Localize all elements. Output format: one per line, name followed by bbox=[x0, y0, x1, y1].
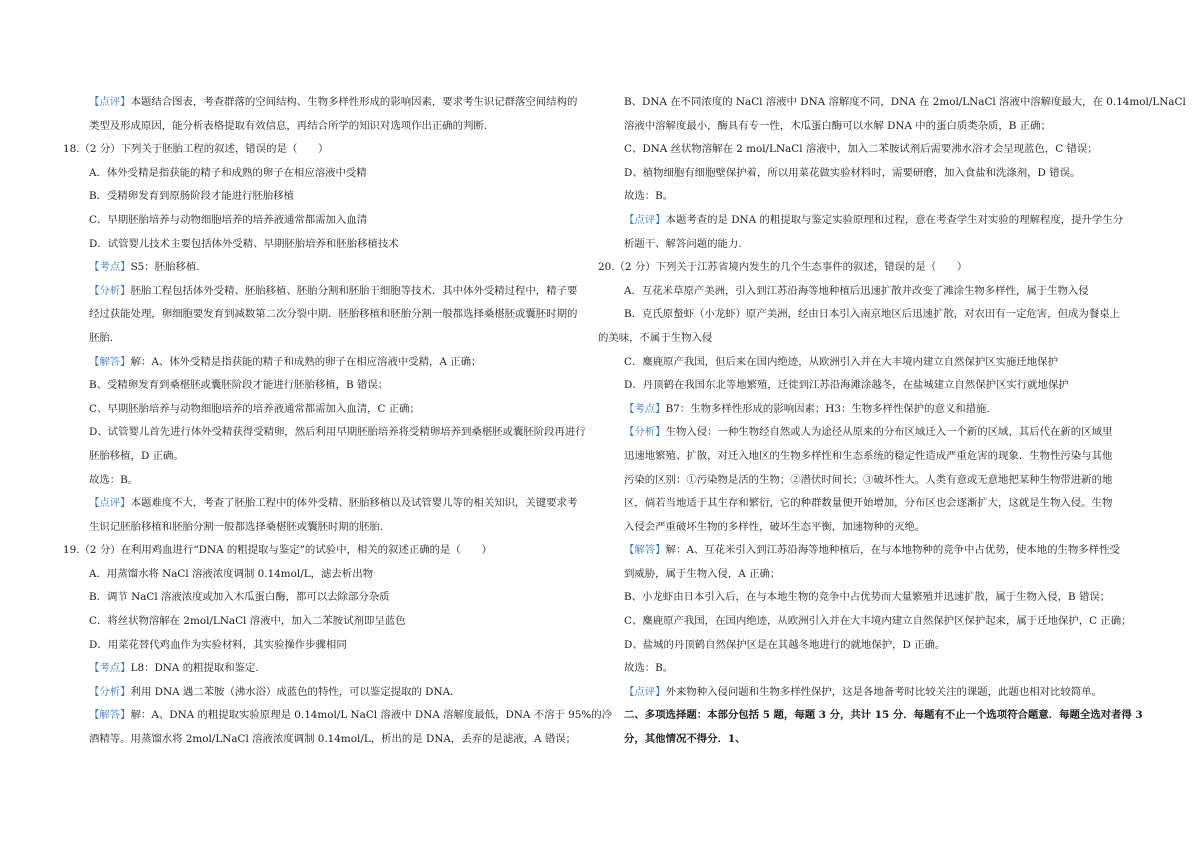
text-line bbox=[63, 138, 591, 162]
text-line bbox=[89, 445, 591, 469]
section-tag: 【考点】 bbox=[624, 402, 666, 415]
text-line bbox=[89, 728, 591, 752]
line-text: 经过获能处理，卵细胞要发育到减数第二次分裂中期．胚胎移植和胚胎分割一般都选择桑椹胚或囊胚时期的 bbox=[89, 308, 578, 321]
line-text: C、早期胚胎培养与动物细胞培养的培养液通常都需加入血清，C 正确； bbox=[89, 402, 420, 415]
line-text: 本题结合图表，考查群落的空间结构、生物多样性形成的影响因素，要求考生识记群落空间结构的 bbox=[130, 96, 578, 108]
text-line bbox=[63, 539, 591, 563]
text-line bbox=[89, 327, 591, 351]
line-text: 解：A、互花米引入到江苏沿海等地种植后，在与本地物种的竞争中占优势，使本地的生物多样性受 bbox=[665, 544, 1120, 557]
text-line bbox=[624, 610, 1132, 634]
line-text: 18.（2 分）下列关于胚胎工程的叙述，错误的是（ ） bbox=[63, 143, 329, 156]
text-line bbox=[89, 91, 591, 115]
text-line bbox=[624, 704, 1143, 728]
text-line bbox=[624, 280, 1129, 304]
right-column bbox=[598, 91, 1186, 752]
line-text: A．体外受精是指获能的精子和成熟的卵子在相应溶液中受精 bbox=[89, 166, 367, 179]
line-text: B、DNA 在不同浓度的 NaCl 溶液中 DNA 溶解度不同，DNA 在 2mol/LNaCl 溶液中溶解度最大，在 0.14mol/LNaCl bbox=[624, 96, 1186, 108]
section-tag: 【考点】 bbox=[89, 662, 131, 675]
text-line bbox=[624, 634, 1129, 658]
line-text: D、试管婴儿首先进行体外受精获得受精卵，然后利用早期胚胎培养将受精卵培养到桑椹胚或囊胚阶段再进行 bbox=[89, 426, 586, 439]
text-line bbox=[89, 162, 591, 186]
line-text: A．用蒸馏水将 NaCl 溶液浓度调制 0.14mol/L，滤去析出物 bbox=[89, 567, 373, 580]
text-line bbox=[624, 681, 1129, 705]
text-line bbox=[624, 398, 1129, 422]
line-text: 溶液中溶解度最小，酶具有专一性，木瓜蛋白酶可以水解 DNA 中的蛋白质类杂质，B 正确； bbox=[624, 119, 1051, 132]
line-text: 生物入侵：一种生物经自然或人为途径从原来的分布区域迁入一个新的区域，其后代在新的区域里 bbox=[665, 426, 1113, 439]
line-text: L8：DNA 的粗提取和鉴定. bbox=[130, 662, 259, 675]
text-line bbox=[624, 657, 1129, 681]
text-line bbox=[89, 681, 591, 705]
line-text: 入侵会严重破坏生物的多样性，破坏生态平衡，加速物种的灭绝。 bbox=[624, 520, 926, 533]
line-text: C、麋鹿原产我国，在国内绝迹，从欧洲引入并在大丰境内建立自然保护区保护起来，属于迁地保护，C 正确； bbox=[624, 615, 1132, 628]
text-line bbox=[624, 303, 1129, 327]
text-line bbox=[624, 209, 1129, 233]
line-text: 故选：B。 bbox=[624, 662, 674, 675]
line-text: A．互花米草原产美洲，引入到江苏沿海等地种植后迅速扩散并改变了滩涂生物多样性，属于生物入侵 bbox=[624, 284, 1089, 297]
text-line bbox=[624, 138, 1129, 162]
text-line bbox=[89, 421, 591, 445]
line-text: C、DNA 丝状物溶解在 2 mol/LNaCl 溶液中，加入二苯胺试剂后需要沸水浴才会呈现蓝色，C 错误； bbox=[624, 143, 1098, 156]
line-text: 故选：B。 bbox=[624, 190, 674, 203]
text-line bbox=[89, 704, 613, 728]
line-text: D、盐城的丹顶鹤自然保护区是在其越冬地进行的就地保护，D 正确。 bbox=[624, 638, 946, 651]
line-text: 分，其他情况不得分．1、 bbox=[624, 733, 746, 746]
section-tag: 【点评】 bbox=[89, 96, 131, 108]
text-line bbox=[89, 657, 591, 681]
text-line bbox=[89, 280, 591, 304]
line-text: 到威胁，属于生物入侵，A 正确； bbox=[624, 567, 781, 580]
line-text: 污染的区别：①污染物是活的生物；②潜伏时间长；③破坏性大。人类有意或无意地把某种生物带进新的地 bbox=[624, 473, 1113, 486]
text-line bbox=[89, 634, 591, 658]
section-tag: 【解答】 bbox=[624, 544, 666, 557]
line-text: 迅速地繁殖、扩散，对迁入地区的生物多样性和生态系统的稳定性造成严重危害的现象．生物性污染与其他 bbox=[624, 449, 1113, 462]
text-line bbox=[624, 162, 1129, 186]
text-line bbox=[624, 516, 1129, 540]
line-text: D．丹顶鹤在我国东北等地繁殖，迁徙到江苏沿海滩涂越冬，在盐城建立自然保护区实行就地保护 bbox=[624, 379, 1069, 392]
section-tag: 【解答】 bbox=[89, 355, 131, 368]
text-line bbox=[624, 115, 1129, 139]
text-line bbox=[624, 185, 1129, 209]
text-line bbox=[598, 256, 1129, 280]
section-tag: 【分析】 bbox=[624, 426, 666, 439]
line-text: 胚胎移植，D 正确。 bbox=[89, 449, 184, 462]
text-line bbox=[624, 445, 1129, 469]
text-line bbox=[89, 374, 591, 398]
line-text: 生识记胚胎移植和胚胎分割一般都选择桑椹胚或囊胚时期的胚胎. bbox=[89, 520, 384, 533]
text-line bbox=[624, 233, 1129, 257]
line-text: B、小龙虾由日本引入后，在与本地生物的竞争中占优势而大量繁殖并迅速扩散，属于生物入侵，B 错误； bbox=[624, 591, 1111, 604]
text-line bbox=[89, 398, 591, 422]
line-text: B．调节 NaCl 溶液浓度或加入木瓜蛋白酶，都可以去除部分杂质 bbox=[89, 591, 390, 604]
text-line bbox=[624, 421, 1129, 445]
line-text: B、受精卵发育到桑椹胚或囊胚阶段才能进行胚胎移植，B 错误； bbox=[89, 379, 389, 392]
text-line bbox=[624, 351, 1129, 375]
section-tag: 【考点】 bbox=[89, 261, 131, 274]
line-text: 外来物种入侵问题和生物多样性保护，这是各地备考时比较关注的课题，此题也相对比较简单。 bbox=[665, 685, 1102, 698]
line-text: 解：A、DNA 的粗提取实验原理是 0.14mol/L NaCl 溶液中 DNA 溶解度最低，DNA 不溶于 95%的冷 bbox=[130, 709, 613, 722]
text-line bbox=[89, 610, 591, 634]
text-line bbox=[624, 492, 1129, 516]
text-line bbox=[624, 91, 1186, 115]
line-text: 类型及形成原因，能分析表格提取有效信息，再结合所学的知识对选项作出正确的判断. bbox=[89, 119, 488, 132]
line-text: 二、多项选择题：本部分包括 5 题，每题 3 分，共计 15 分．每题有不止一个选项符合题意．每题全选对者得 3 bbox=[624, 709, 1143, 722]
section-tag: 【点评】 bbox=[89, 497, 131, 510]
line-text: 酒精等。用蒸馏水将 2mol/LNaCl 溶液浓度调制 0.14mol/L，析出的是 DNA，丢弃的是滤液，A 错误； bbox=[89, 733, 577, 746]
line-text: B．受精卵发育到原肠阶段才能进行胚胎移植 bbox=[89, 190, 295, 203]
text-line bbox=[624, 728, 1129, 752]
text-line bbox=[89, 303, 591, 327]
line-text: C．麋鹿原产我国，但后来在国内绝迹，从欧洲引入并在大丰境内建立自然保护区实施迁地保护 bbox=[624, 355, 1058, 368]
line-text: D、植物细胞有细胞壁保护着，所以用菜花做实验材料时，需要研磨，加入食盐和洗涤剂，D 错误。 bbox=[624, 166, 1081, 179]
line-text: S5：胚胎移植. bbox=[130, 261, 200, 274]
section-tag: 【分析】 bbox=[89, 685, 131, 698]
section-tag: 【解答】 bbox=[89, 709, 131, 722]
line-text: B7：生物多样性形成的影响因素；H3：生物多样性保护的意义和措施. bbox=[665, 402, 990, 415]
line-text: 区，倘若当地适于其生存和繁衍，它的种群数量便开始增加，分布区也会逐渐扩大，这就是生物入侵。生物 bbox=[624, 497, 1113, 510]
line-text: 20.（2 分）下列关于江苏省境内发生的几个生态事件的叙述，错误的是（ ） bbox=[598, 261, 968, 274]
line-text: 胚胎. bbox=[89, 331, 114, 344]
text-line bbox=[89, 469, 591, 493]
text-line bbox=[89, 185, 591, 209]
text-line bbox=[89, 233, 591, 257]
text-line bbox=[89, 516, 591, 540]
text-line bbox=[89, 115, 591, 139]
text-line bbox=[89, 256, 591, 280]
section-tag: 【点评】 bbox=[624, 213, 666, 226]
text-line bbox=[624, 469, 1129, 493]
text-line bbox=[624, 539, 1129, 563]
line-text: C．早期胚胎培养与动物细胞培养的培养液通常都需加入血清 bbox=[89, 213, 368, 226]
section-tag: 【分析】 bbox=[89, 284, 131, 297]
line-text: D．用菜花替代鸡血作为实验材料，其实验操作步骤相同 bbox=[89, 638, 347, 651]
line-text: 19.（2 分）在利用鸡血进行“DNA 的粗提取与鉴定”的试验中，相关的叙述正确的是（ ） bbox=[63, 544, 492, 557]
line-text: 的美味，不属于生物入侵 bbox=[598, 331, 713, 344]
line-text: 利用 DNA 遇二苯胺（沸水浴）成蓝色的特性，可以鉴定提取的 DNA． bbox=[130, 685, 461, 698]
text-line bbox=[89, 492, 591, 516]
left-column bbox=[63, 91, 613, 752]
text-line bbox=[89, 586, 591, 610]
text-line bbox=[624, 563, 1129, 587]
text-line bbox=[624, 374, 1129, 398]
text-line bbox=[598, 327, 1129, 351]
line-text: C．将丝状物溶解在 2mol/LNaCl 溶液中，加入二苯胺试剂即呈蓝色 bbox=[89, 615, 406, 628]
text-line bbox=[624, 586, 1129, 610]
text-line bbox=[89, 351, 591, 375]
line-text: 本题考查的是 DNA 的粗提取与鉴定实验原理和过程，意在考查学生对实验的理解程度，提升学生分 bbox=[665, 213, 1124, 226]
line-text: 解：A、体外受精是指获能的精子和成熟的卵子在相应溶液中受精，A 正确； bbox=[130, 355, 482, 368]
text-line bbox=[89, 563, 591, 587]
line-text: 故选：B。 bbox=[89, 473, 139, 486]
line-text: 析题干、解答问题的能力. bbox=[624, 237, 742, 250]
line-text: D．试管婴儿技术主要包括体外受精、早期胚胎培养和胚胎移植技术 bbox=[89, 237, 399, 250]
section-tag: 【点评】 bbox=[624, 685, 666, 698]
line-text: 胚胎工程包括体外受精、胚胎移植、胚胎分割和胚胎干细胞等技术．其中体外受精过程中，精子要 bbox=[130, 284, 578, 297]
text-line bbox=[89, 209, 591, 233]
line-text: 本题难度不大，考查了胚胎工程中的体外受精、胚胎移植以及试管婴儿等的相关知识，关键要求考 bbox=[130, 497, 578, 510]
line-text: B．克氏原螯虾（小龙虾）原产美洲，经由日本引入南京地区后迅速扩散，对农田有一定危害，但成为餐桌上 bbox=[624, 308, 1120, 321]
